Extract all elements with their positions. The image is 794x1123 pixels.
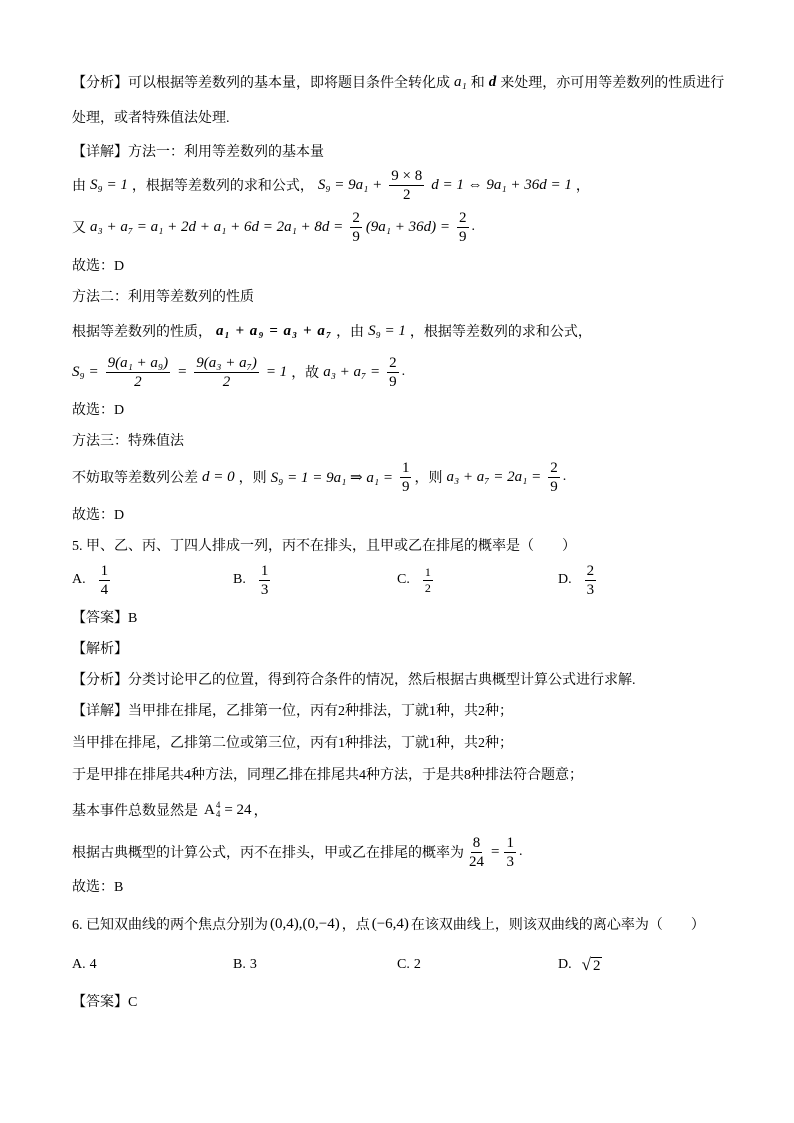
- fraction-numerator: 9 × 8: [391, 167, 423, 184]
- permutation-subscript: 4: [215, 809, 221, 819]
- fraction: [467, 835, 486, 870]
- fraction: [504, 835, 516, 870]
- fraction-numerator: 8: [472, 834, 481, 851]
- option-value: 2: [413, 957, 421, 972]
- q5-analysis: [72, 669, 636, 689]
- math-expression: a₃ + a₇ = 2a₁ =: [446, 468, 542, 485]
- q4-method3-choice: [72, 504, 124, 524]
- step-text: ，则: [238, 471, 267, 486]
- fraction: [387, 355, 399, 390]
- math-a1: a₁: [454, 73, 467, 90]
- detail-text: 【详解】当甲排在排尾，乙排第一位，丙有2种排法，丁就1种，共2种；: [72, 704, 513, 719]
- math-expression: a₃ + a₇ = a₁ + 2d + a₁ + 6d = 2a₁ + 8d =: [90, 218, 344, 235]
- step-text: 不妨取等差数列公差: [72, 471, 198, 486]
- q4-method1-heading: [72, 141, 324, 161]
- fraction-denominator: 4: [100, 581, 109, 598]
- fraction: [457, 210, 469, 245]
- option-letter: A.: [72, 957, 86, 972]
- q4-method3-heading: [72, 430, 184, 450]
- q6-stem: [72, 914, 705, 934]
- fraction-denominator: 9: [389, 373, 397, 390]
- square-root: [582, 956, 603, 974]
- q4-method1-step1: [72, 161, 590, 209]
- fraction-denominator: 24: [469, 853, 484, 870]
- math-expression: S₉ =: [72, 363, 99, 380]
- analysis-text: 【分析】分类讨论甲乙的位置，得到符合条件的情况，然后根据古典概型计算公式进行求解.: [72, 673, 636, 688]
- choice-text: 故选：B: [72, 880, 124, 895]
- math-expression: S₉ = 9a₁ +: [317, 176, 383, 193]
- step-text: ，根据等差数列的求和公式，: [409, 325, 592, 340]
- detail-text: 根据古典概型的计算公式，丙不在排头，甲或乙在排尾的概率为: [72, 846, 464, 861]
- detail-text: 基本事件总数显然是: [72, 804, 198, 819]
- q6-option-a: [72, 953, 97, 977]
- step-text: 根据等差数列的性质，: [72, 325, 212, 340]
- fraction-numerator: 1: [260, 562, 269, 579]
- fraction-denominator: 3: [260, 581, 269, 598]
- detail-text: 于是甲排在排尾共4种方法，同理乙排在排尾共4种方法，于是共8种排法符合题意；: [72, 768, 583, 783]
- q4-method2-heading: [72, 286, 254, 306]
- math-expression: (9a₁ + 36d) =: [365, 218, 451, 235]
- fraction: [259, 563, 271, 598]
- math-expression: S₉ = 1: [368, 322, 406, 339]
- fraction: [400, 460, 412, 495]
- math-expression: a₁ + a₉ = a₃ + a₇: [216, 322, 333, 339]
- math-d: d: [488, 73, 497, 90]
- option-letter: C.: [397, 572, 410, 587]
- detail-text: 当甲排在排尾，乙排第二位或第三位，丙有1种排法，丁就1种，共2种；: [72, 736, 513, 751]
- q4-method1-step2: [72, 203, 475, 251]
- fraction: [548, 460, 560, 495]
- math-expression: d = 0: [202, 468, 235, 485]
- math-coordinates: (0,4),(0,−4): [270, 915, 340, 932]
- fraction: [389, 168, 424, 203]
- step-text: .: [401, 364, 406, 379]
- q4-method3-step1: [72, 453, 566, 501]
- choice-text: 故选：D: [72, 508, 125, 523]
- q6-option-c: [397, 953, 421, 977]
- q5-stem: [72, 535, 576, 555]
- q4-analysis-text: 【分析】可以根据等差数列的基本量，即将题目条件全转化成: [72, 76, 450, 91]
- math-expression: S₉ = 1 = 9a₁ ⇒ a₁ =: [270, 469, 393, 486]
- math-expression: d = 1 ⇔ 9a₁ + 36d = 1: [431, 176, 572, 193]
- question-stem: ，点: [341, 918, 370, 933]
- fraction-numerator: 2: [550, 459, 558, 476]
- fraction-numerator: 1: [506, 834, 514, 851]
- step-text: .: [471, 219, 476, 234]
- method-heading: 方法三：特殊值法: [72, 434, 184, 449]
- option-letter: B.: [233, 572, 246, 587]
- fraction: [585, 563, 597, 598]
- fraction-numerator: 1: [100, 562, 109, 579]
- math-expression: S₉ = 1: [90, 176, 128, 193]
- step-text: .: [562, 469, 567, 484]
- fraction-denominator: 9: [352, 228, 360, 245]
- math-expression: = 24: [224, 801, 252, 818]
- fraction: [194, 355, 259, 390]
- choice-text: 故选：D: [72, 259, 125, 274]
- option-value: 3: [249, 957, 257, 972]
- permutation-base: A: [204, 801, 215, 818]
- q4-analysis-text: 和: [470, 76, 485, 91]
- q5-option-a: [72, 556, 113, 604]
- radicand: 2: [592, 958, 601, 974]
- fraction-numerator: 2: [459, 209, 467, 226]
- math-coordinates: (−6,4): [371, 915, 409, 932]
- fraction-denominator: 3: [586, 581, 595, 598]
- q5-detail-line-5: [72, 828, 522, 876]
- q4-method1-choice: [72, 255, 124, 275]
- fraction: [106, 355, 171, 390]
- permutation-superscript: 4: [215, 800, 221, 810]
- q5-option-d: [558, 556, 599, 604]
- fraction-numerator: 1: [401, 459, 410, 476]
- option-letter: D.: [558, 572, 572, 587]
- option-letter: B.: [233, 957, 246, 972]
- fraction: [99, 563, 111, 598]
- q5-detail-line-4: [72, 798, 268, 822]
- q4-method2-step1: [72, 321, 592, 341]
- step-text: 由: [72, 179, 86, 194]
- q6-options: [72, 953, 722, 977]
- fraction-numerator: 2: [586, 562, 595, 579]
- q5-options: [72, 556, 722, 604]
- q5-detail-line-2: [72, 732, 513, 752]
- q4-method2-choice: [72, 399, 124, 419]
- q6-answer: [72, 991, 137, 1011]
- fraction-denominator: 9: [550, 478, 558, 495]
- q5-option-b: [233, 556, 273, 604]
- fraction-denominator: 2: [424, 580, 431, 595]
- method-heading: 【详解】方法一：利用等差数列的基本量: [72, 145, 324, 160]
- q6-option-b: [233, 953, 257, 977]
- math-expression: =: [177, 363, 188, 380]
- radical-sign: √: [581, 955, 591, 974]
- math-expression: =: [491, 843, 500, 860]
- q5-solution-label: [72, 638, 128, 658]
- solution-label: 【解析】: [72, 642, 128, 657]
- permutation-scripts: [216, 801, 221, 819]
- q4-analysis-text: 来处理，亦可用等差数列的性质进行: [500, 76, 725, 91]
- step-text: ，由: [336, 325, 365, 340]
- fraction: [423, 566, 433, 595]
- step-text: 又: [72, 221, 86, 236]
- fraction-numerator: 1: [424, 564, 431, 579]
- step-text: ，: [575, 179, 590, 194]
- fraction-denominator: 2: [134, 373, 142, 390]
- method-heading: 方法二：利用等差数列的性质: [72, 290, 254, 305]
- fraction-denominator: 9: [401, 478, 410, 495]
- permutation-symbol: [204, 801, 220, 819]
- question-stem: 5. 甲、乙、丙、丁四人排成一列，丙不在排头，且甲或乙在排尾的概率是（ ）: [72, 539, 576, 554]
- option-letter: D.: [558, 957, 572, 972]
- option-letter: A.: [72, 572, 86, 587]
- option-letter: C.: [397, 957, 410, 972]
- detail-text: ，: [253, 804, 268, 819]
- math-expression: = 1: [265, 363, 288, 380]
- step-text: ，故: [291, 366, 320, 381]
- q4-method2-step2: [72, 348, 405, 396]
- choice-text: 故选：D: [72, 403, 125, 418]
- answer-text: 【答案】B: [72, 611, 138, 626]
- q4-analysis-line-1: [72, 72, 724, 92]
- q6-option-d: [558, 953, 602, 977]
- q4-analysis-text: 处理，或者特殊值法处理.: [72, 111, 230, 126]
- detail-text: .: [518, 844, 523, 859]
- fraction-numerator: 2: [389, 354, 397, 371]
- math-expression: a₃ + a₇ =: [323, 363, 381, 380]
- q5-option-c: [397, 556, 436, 604]
- option-value: 4: [89, 957, 97, 972]
- question-stem: 6. 已知双曲线的两个焦点分别为: [72, 918, 268, 933]
- question-stem: 在该双曲线上，则该双曲线的离心率为（ ）: [410, 918, 705, 933]
- answer-text: 【答案】C: [72, 995, 138, 1010]
- fraction-denominator: 2: [403, 186, 411, 203]
- q5-detail-line-3: [72, 764, 583, 784]
- fraction-denominator: 9: [459, 228, 467, 245]
- fraction-numerator: 2: [352, 209, 360, 226]
- q5-answer: [72, 607, 137, 627]
- step-text: ，根据等差数列的求和公式，: [131, 179, 314, 194]
- q5-detail-line-1: [72, 700, 513, 720]
- fraction-denominator: 3: [506, 853, 514, 870]
- step-text: ，则: [414, 471, 443, 486]
- fraction-numerator: 9(a₃ + a₇): [196, 354, 257, 371]
- fraction-numerator: 9(a₁ + a₉): [107, 354, 169, 371]
- q5-choice: [72, 876, 123, 896]
- fraction: [350, 210, 362, 245]
- fraction-denominator: 2: [222, 373, 231, 390]
- q4-analysis-line-2: [72, 107, 230, 127]
